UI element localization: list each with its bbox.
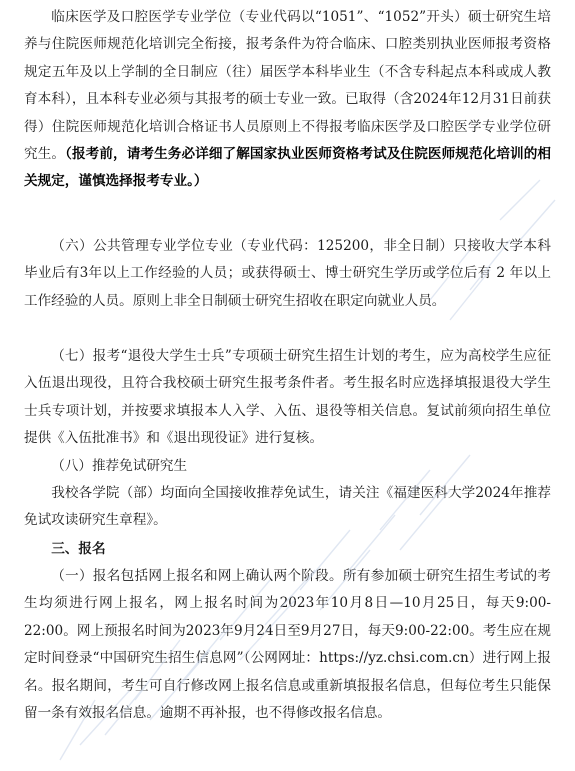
- paragraph-public-administration: （六）公共管理专业学位专业（专业代码：125200，非全日制）只接收大学本科毕业后有3年以上工作经验的人员；或获得硕士、博士研究生学历或学位后有 2 年以上工作经验的人员。原则上非全日制硕士研究生招收在职定向就业人员。: [24, 238, 551, 309]
- paragraph-recommended-exemption: 我校各学院（部）均面向全国接收推荐免试生，请关注《福建医科大学2024年推荐免试攻读研究生章程》。: [24, 485, 551, 529]
- section-heading-registration: 三、报名: [51, 541, 106, 557]
- paragraph-veteran-students: （七）报考“退役大学生士兵”专项硕士研究生招生计划的考生，应为高校学生应征入伍退出现役，且符合我校硕士研究生报考条件者。考生报名时应选择填报退役大学生士兵专项计划，并按要求填报本人入学、入伍、退役等相关信息。复试前须向招生单位提供《入伍批准书》和《退出现役证》进行复核。: [24, 348, 551, 447]
- paragraph-clinical-medicine: [24, 4, 551, 196]
- paragraph-text: 临床医学及口腔医学专业学位（专业代码以“1051”、“1052”开头）硕士研究生培养与住院医师规范化培训完全衔接，报考条件为符合临床、口腔类别执业医师报考资格规定五年及以上学制的全日制应（往）届医学本科毕业生（不含专科起点本科或成人教育本科），且本科专业必须与其报考的硕士专业一致。已取得（含2024年12月31日前获得）住院医师规范化培训合格证书人员原则上不得报考临床医学及口腔医学专业学位研究生。: [24, 9, 551, 163]
- bold-notice: （报考前，请考生务必详细了解国家执业医师资格考试及住院医师规范化培训的相关规定，谨慎选择报考专业。）: [24, 146, 552, 190]
- paragraph-recommended-heading: （八）推荐免试研究生: [51, 458, 188, 474]
- paragraph-registration-details: （一）报名包括网上报名和网上确认两个阶段。所有参加硕士研究生招生考试的考生均须进行网上报名，网上报名时间为2023年10月8日—10月25日，每天9:00-22:00。网上预报名时间为2023年9月24日至9月27日，每天9:00-22:00。考生应在规定时间登录“中国研究生招生信息网”（公网网址：https://yz.chsi.com.cn）进行网上报名。报名期间，考生可自行修改网上报名信息或重新填报报名信息，但每位考生只能保留一条有效报名信息。逾期不再补报，也不得修改报名信息。: [24, 568, 551, 722]
